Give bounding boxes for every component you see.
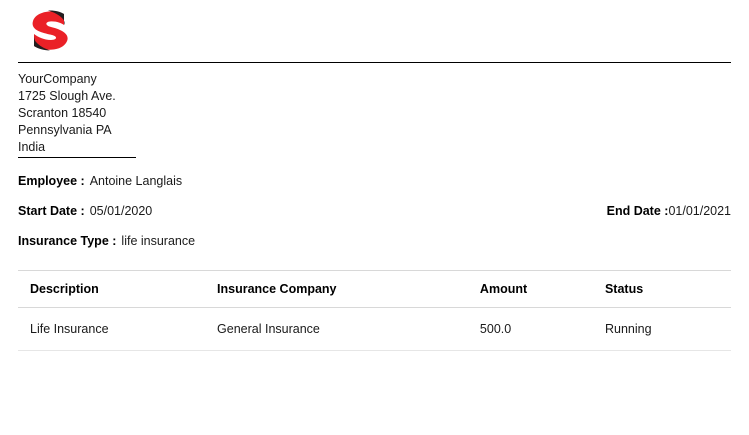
column-header-insurance-company: Insurance Company <box>217 271 480 308</box>
company-city: Scranton 18540 <box>18 106 107 120</box>
insurance-type-row <box>18 234 731 248</box>
company-logo-icon <box>24 10 82 52</box>
column-header-amount: Amount <box>480 271 605 308</box>
company-country: India <box>18 139 136 158</box>
cell-insurance-company: General Insurance <box>217 308 480 351</box>
company-address-block <box>18 63 136 158</box>
cell-amount: 500.0 <box>480 308 605 351</box>
document-header <box>18 0 731 62</box>
end-date-label: End Date : <box>606 204 669 218</box>
dates-row <box>18 204 731 218</box>
employee-row <box>18 174 731 188</box>
table-header-row <box>18 271 731 308</box>
insurance-table <box>18 270 731 351</box>
insurance-type-value: life insurance <box>121 234 196 248</box>
cell-status: Running <box>605 308 731 351</box>
table-row <box>18 308 731 351</box>
employee-label: Employee : <box>18 174 85 188</box>
start-date-value: 05/01/2020 <box>89 204 153 218</box>
column-header-description: Description <box>18 271 217 308</box>
company-state: Pennsylvania PA <box>18 123 112 137</box>
start-date-label: Start Date : <box>18 204 85 218</box>
company-name: YourCompany <box>18 72 97 86</box>
employee-value: Antoine Langlais <box>89 174 183 188</box>
column-header-status: Status <box>605 271 731 308</box>
cell-description: Life Insurance <box>18 308 217 351</box>
end-date-value: 01/01/2021 <box>668 204 731 218</box>
insurance-type-label: Insurance Type : <box>18 234 117 248</box>
company-street: 1725 Slough Ave. <box>18 89 116 103</box>
